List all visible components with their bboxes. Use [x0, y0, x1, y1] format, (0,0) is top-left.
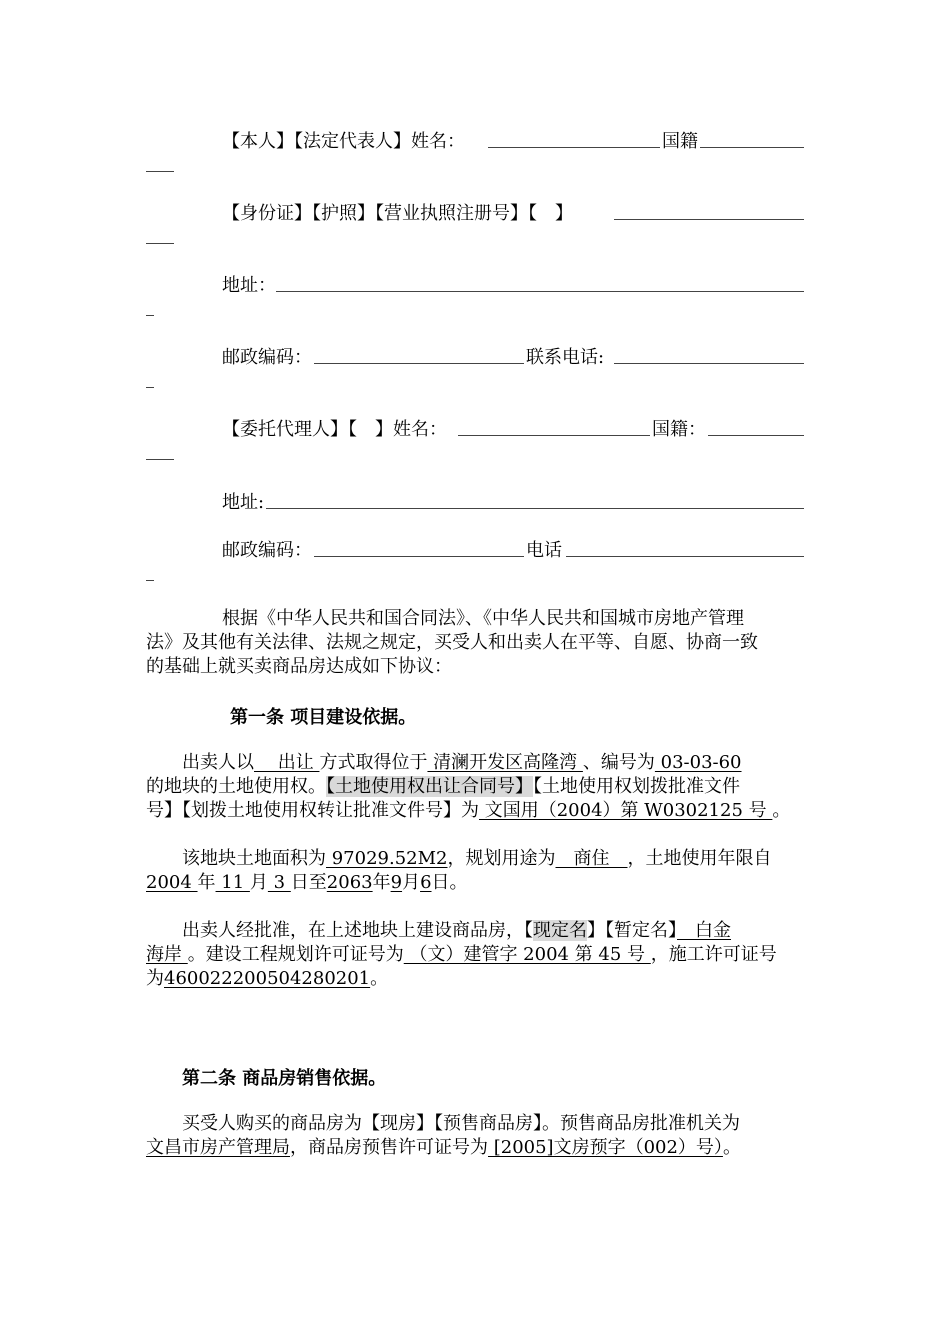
- project-name-value-a: 白金: [677, 920, 731, 941]
- text: 年: [372, 872, 391, 893]
- approval-authority-value: 文昌市房产管理局: [146, 1137, 290, 1158]
- text: 年: [197, 872, 216, 893]
- agent-name-field[interactable]: [458, 435, 650, 436]
- planning-permit-value: （文）建管字 2004 第 45 号: [403, 944, 651, 965]
- field-continuation: [146, 315, 154, 316]
- intro-line-1: 根据《中华人民共和国合同法》、《中华人民共和国城市房地产管理: [222, 608, 744, 629]
- agent-name-label: 【委托代理人】【 】姓名：: [222, 419, 447, 440]
- agent-address-label: 地址:: [222, 492, 265, 513]
- text: 出卖人以: [182, 752, 254, 773]
- text: 方式取得位于: [319, 752, 428, 773]
- text: 出卖人经批准，在上述地块上建设商品房，【: [182, 920, 533, 941]
- article-1-p2-line-1: [182, 847, 808, 871]
- text: 。: [772, 800, 791, 821]
- article-1-p2-line-2: [146, 871, 808, 895]
- article-2-heading: 第二条 商品房销售依据。: [182, 1068, 387, 1089]
- article-1-p3-line-1: [182, 919, 808, 943]
- agent-phone-label: 电话: [526, 540, 562, 561]
- principal-nationality-field[interactable]: [700, 147, 804, 148]
- end-month-value: 9: [390, 872, 403, 893]
- text: 。: [370, 968, 389, 989]
- principal-name-field[interactable]: [488, 147, 660, 148]
- text: ，规划用途为: [447, 848, 556, 869]
- project-name-value-b: 海岸: [146, 944, 188, 965]
- intro-line-3: 的基础上就买卖商品房达成如下协议：: [146, 656, 452, 677]
- end-day-value: 6: [420, 872, 432, 893]
- text: 号】【划拨土地使用权转让批准文件号】为: [146, 800, 479, 821]
- field-continuation: [146, 171, 174, 172]
- intro-line-2: 法》及其他有关法律、法规之规定，买受人和出卖人在平等、自愿、协商一致: [146, 632, 758, 653]
- highlighted-name-type: 现定名: [533, 920, 587, 941]
- start-month-value: 11: [215, 872, 250, 893]
- principal-nationality-label: 国籍: [662, 131, 698, 152]
- text: 买受人购买的商品房为【现房】【预售商品房】。预售商品房批准机关为: [182, 1113, 740, 1134]
- text: 、编号为: [582, 752, 655, 773]
- text: 该地块土地面积为: [182, 848, 326, 869]
- article-1-p3-line-3: [146, 967, 808, 991]
- text: 月: [249, 872, 268, 893]
- agent-postcode-field[interactable]: [314, 556, 524, 557]
- text: 的地块的土地使用权。: [146, 776, 326, 797]
- agent-nationality-field[interactable]: [708, 435, 804, 436]
- text: 月: [402, 872, 421, 893]
- presale-permit-value: [2005]文房预字（002）号）: [488, 1137, 723, 1158]
- article-1-p1-line-2: [146, 775, 808, 799]
- field-continuation: [146, 459, 174, 460]
- text: 为: [146, 968, 164, 989]
- principal-postcode-label: 邮政编码：: [222, 347, 312, 368]
- land-area-value: 97029.52M2: [326, 848, 448, 869]
- end-year-value: 2063: [326, 872, 373, 893]
- text: 【土地使用权划拨批准文件: [533, 776, 740, 797]
- text: ，商品房预售许可证号为: [290, 1137, 488, 1158]
- article-1-p1-line-3: [146, 799, 808, 823]
- principal-phone-field[interactable]: [614, 363, 804, 364]
- agent-address-field[interactable]: [266, 508, 804, 509]
- id-type-label: 【身份证】【护照】【营业执照注册号】【 】: [222, 203, 573, 224]
- text: 。建设工程规划许可证号为: [187, 944, 404, 965]
- agent-nationality-label: 国籍：: [652, 419, 706, 440]
- text: 日至: [290, 872, 327, 893]
- article-1-heading: 第一条 项目建设依据。: [230, 707, 417, 728]
- agent-postcode-label: 邮政编码：: [222, 540, 312, 561]
- field-continuation: [146, 243, 174, 244]
- article-2-p1-line-1: [182, 1112, 808, 1136]
- start-year-value: 2004: [146, 872, 198, 893]
- principal-phone-label: 联系电话:: [526, 347, 605, 368]
- agent-phone-field[interactable]: [566, 556, 804, 557]
- start-day-value: 3: [267, 872, 291, 893]
- article-1-p3-line-2: [146, 943, 808, 967]
- text: 日。: [431, 872, 468, 893]
- id-number-field[interactable]: [614, 219, 804, 220]
- field-continuation: [146, 387, 154, 388]
- text: ，土地使用年限自: [627, 848, 772, 869]
- principal-name-label: 【本人】【法定代表人】姓名：: [222, 131, 465, 152]
- principal-address-label: 地址：: [222, 275, 276, 296]
- acquire-method-value: 出让: [254, 752, 320, 773]
- land-location-value: 清澜开发区高隆湾: [427, 752, 583, 773]
- highlighted-doc-type: 【土地使用权出让合同号】: [326, 776, 533, 797]
- article-1-p1-line-1: [182, 751, 808, 775]
- text: ，施工许可证号: [650, 944, 777, 965]
- land-usage-value: 商住: [555, 848, 628, 869]
- land-doc-number-value: 文国用（2004）第 W0302125 号: [479, 800, 773, 821]
- article-2-p1-line-2: [146, 1136, 808, 1160]
- text: 】【暂定名】: [587, 920, 677, 941]
- field-continuation: [146, 580, 154, 581]
- text: 。: [722, 1137, 741, 1158]
- plot-number-value: 03-03-60: [654, 752, 742, 773]
- construction-permit-value: 460022200504280201: [164, 968, 371, 989]
- principal-address-field[interactable]: [276, 291, 804, 292]
- principal-postcode-field[interactable]: [314, 363, 524, 364]
